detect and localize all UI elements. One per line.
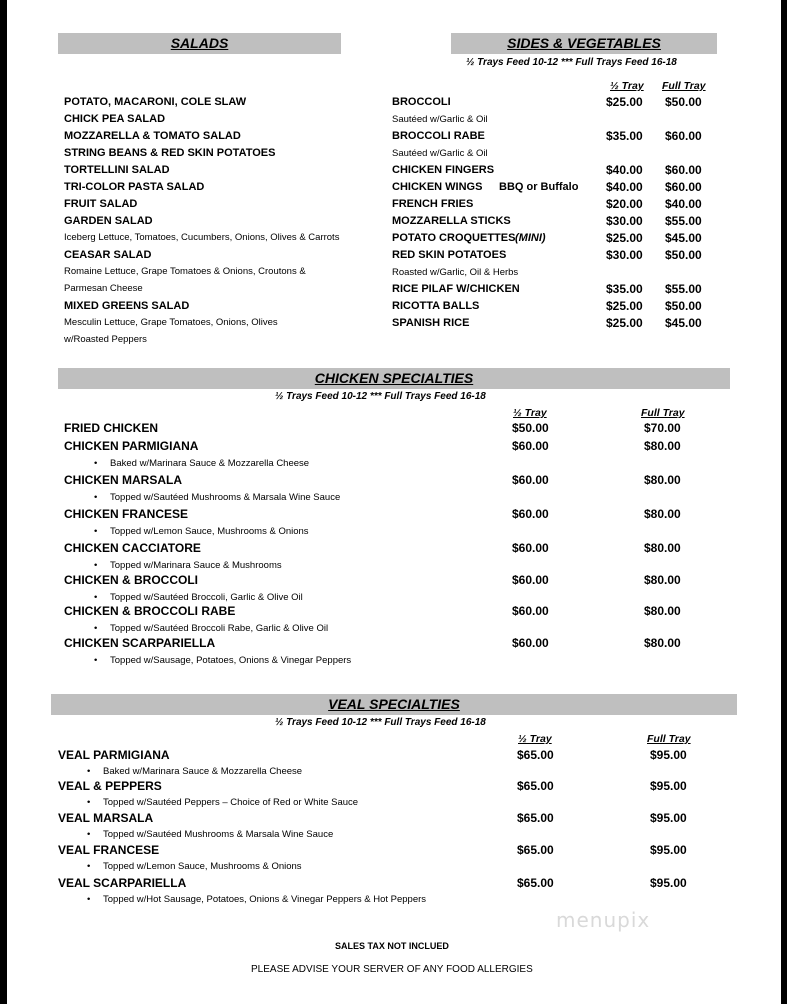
side-item-name: SPANISH RICE bbox=[392, 317, 470, 329]
left-border bbox=[0, 0, 7, 1004]
sides-header: SIDES & VEGETABLES bbox=[451, 33, 717, 54]
sides-subtitle: ½ Trays Feed 10-12 *** Full Trays Feed 16-18 bbox=[466, 57, 677, 68]
veal-item-description: • Topped w/Sautéed Peppers – Choice of Red or White Sauce bbox=[103, 797, 358, 808]
sides-half-tray-label: ½ Tray bbox=[610, 80, 644, 92]
veal-item-description: • Topped w/Hot Sausage, Potatoes, Onions & Vinegar Peppers & Hot Peppers bbox=[103, 894, 426, 905]
sales-tax-note: SALES TAX NOT INCLUED bbox=[335, 941, 449, 951]
side-item-note: (MINI) bbox=[515, 232, 546, 244]
veal-item-description: • Baked w/Marinara Sauce & Mozzarella Cheese bbox=[103, 766, 302, 777]
side-full-price: $55.00 bbox=[665, 214, 702, 228]
side-full-price: $55.00 bbox=[665, 282, 702, 296]
chicken-item-description: • Topped w/Marinara Sauce & Mushrooms bbox=[110, 560, 282, 571]
chicken-item-name: CHICKEN CACCIATORE bbox=[64, 541, 201, 555]
chicken-item-name: CHICKEN FRANCESE bbox=[64, 507, 189, 521]
side-full-price: $40.00 bbox=[665, 197, 702, 211]
sides-full-tray-label: Full Tray bbox=[662, 80, 706, 92]
chicken-item-name: FRIED CHICKEN bbox=[64, 421, 159, 435]
side-item-description: Sautéed w/Garlic & Oil bbox=[392, 114, 488, 125]
veal-full-price: $95.00 bbox=[650, 779, 687, 793]
salad-item-name: STRING BEANS & RED SKIN POTATOES bbox=[64, 147, 276, 159]
chicken-full-price: $80.00 bbox=[644, 507, 681, 521]
chicken-item-description: • Topped w/Sautéed Broccoli Rabe, Garlic & Olive Oil bbox=[110, 623, 328, 634]
side-full-price: $45.00 bbox=[665, 316, 702, 330]
side-item-note: BBQ or Buffalo bbox=[499, 181, 579, 193]
chicken-full-price: $80.00 bbox=[644, 573, 681, 587]
side-item-name: BROCCOLI RABE bbox=[392, 130, 485, 142]
salad-item-description: w/Roasted Peppers bbox=[64, 334, 147, 345]
veal-full-price: $95.00 bbox=[650, 811, 687, 825]
side-half-price: $20.00 bbox=[606, 197, 643, 211]
side-item-name: BROCCOLI bbox=[392, 96, 451, 108]
chicken-half-price: $60.00 bbox=[512, 473, 549, 487]
side-half-price: $35.00 bbox=[606, 282, 643, 296]
veal-header: VEAL SPECIALTIES bbox=[51, 694, 737, 715]
salad-item-name: CHICK PEA SALAD bbox=[64, 113, 166, 125]
side-full-price: $60.00 bbox=[665, 180, 702, 194]
chicken-full-price: $80.00 bbox=[644, 636, 681, 650]
side-item-name: CHICKEN FINGERS bbox=[392, 164, 495, 176]
side-item-name: CHICKEN WINGS bbox=[392, 181, 483, 193]
side-half-price: $30.00 bbox=[606, 214, 643, 228]
chicken-full-price: $80.00 bbox=[644, 604, 681, 618]
salad-item-description: Mesculin Lettuce, Grape Tomatoes, Onions, Olives bbox=[64, 317, 278, 328]
chicken-full-price: $80.00 bbox=[644, 473, 681, 487]
chicken-item-name: CHICKEN & BROCCOLI RABE bbox=[64, 604, 236, 618]
side-item-name: MOZZARELLA STICKS bbox=[392, 215, 511, 227]
veal-item-name: VEAL & PEPPERS bbox=[58, 779, 162, 793]
chicken-item-description: • Topped w/Sautéed Mushrooms & Marsala Wine Sauce bbox=[110, 492, 340, 503]
side-half-price: $35.00 bbox=[606, 129, 643, 143]
chicken-half-price: $50.00 bbox=[512, 421, 549, 435]
veal-full-price: $95.00 bbox=[650, 843, 687, 857]
chicken-item-name: CHICKEN MARSALA bbox=[64, 473, 182, 487]
veal-subtitle: ½ Trays Feed 10-12 *** Full Trays Feed 16-18 bbox=[275, 717, 486, 728]
salad-item-name: MOZZARELLA & TOMATO SALAD bbox=[64, 130, 241, 142]
chicken-full-price: $70.00 bbox=[644, 421, 681, 435]
side-item-description: Roasted w/Garlic, Oil & Herbs bbox=[392, 267, 519, 278]
veal-item-name: VEAL PARMIGIANA bbox=[58, 748, 170, 762]
chicken-subtitle: ½ Trays Feed 10-12 *** Full Trays Feed 16-18 bbox=[275, 391, 486, 402]
chicken-half-tray-label: ½ Tray bbox=[513, 407, 547, 419]
veal-half-price: $65.00 bbox=[517, 876, 554, 890]
chicken-header: CHICKEN SPECIALTIES bbox=[58, 368, 730, 389]
side-half-price: $25.00 bbox=[606, 95, 643, 109]
chicken-half-price: $60.00 bbox=[512, 636, 549, 650]
side-half-price: $30.00 bbox=[606, 248, 643, 262]
veal-item-description: • Topped w/Lemon Sauce, Mushrooms & Onions bbox=[103, 861, 302, 872]
side-half-price: $25.00 bbox=[606, 299, 643, 313]
side-item-name: POTATO CROQUETTES bbox=[392, 232, 516, 244]
veal-full-tray-label: Full Tray bbox=[647, 733, 691, 745]
side-item-name: RICOTTA BALLS bbox=[392, 300, 480, 312]
salad-item-name: TORTELLINI SALAD bbox=[64, 164, 170, 176]
chicken-full-price: $80.00 bbox=[644, 439, 681, 453]
chicken-half-price: $60.00 bbox=[512, 604, 549, 618]
salad-item-description: Romaine Lettuce, Grape Tomatoes & Onions, Croutons & bbox=[64, 266, 306, 277]
veal-full-price: $95.00 bbox=[650, 876, 687, 890]
salad-item-description: Iceberg Lettuce, Tomatoes, Cucumbers, Onions, Olives & Carrots bbox=[64, 232, 340, 243]
chicken-item-name: CHICKEN PARMIGIANA bbox=[64, 439, 199, 453]
veal-item-name: VEAL MARSALA bbox=[58, 811, 154, 825]
chicken-half-price: $60.00 bbox=[512, 439, 549, 453]
side-full-price: $50.00 bbox=[665, 248, 702, 262]
chicken-item-description: • Baked w/Marinara Sauce & Mozzarella Cheese bbox=[110, 458, 309, 469]
veal-half-price: $65.00 bbox=[517, 779, 554, 793]
side-item-description: Sautéed w/Garlic & Oil bbox=[392, 148, 488, 159]
salad-item-description: Parmesan Cheese bbox=[64, 283, 143, 294]
side-half-price: $40.00 bbox=[606, 180, 643, 194]
chicken-item-description: • Topped w/Sautéed Broccoli, Garlic & Olive Oil bbox=[110, 592, 303, 603]
chicken-item-description: • Topped w/Lemon Sauce, Mushrooms & Onions bbox=[110, 526, 309, 537]
salad-item-name: FRUIT SALAD bbox=[64, 198, 138, 210]
salads-header: SALADS bbox=[58, 33, 341, 54]
veal-half-tray-label: ½ Tray bbox=[518, 733, 552, 745]
allergy-note: PLEASE ADVISE YOUR SERVER OF ANY FOOD ALLERGIES bbox=[251, 964, 533, 975]
side-half-price: $40.00 bbox=[606, 163, 643, 177]
chicken-item-description: • Topped w/Sausage, Potatoes, Onions & Vinegar Peppers bbox=[110, 655, 351, 666]
chicken-full-tray-label: Full Tray bbox=[641, 407, 685, 419]
right-border bbox=[781, 0, 787, 1004]
chicken-half-price: $60.00 bbox=[512, 507, 549, 521]
chicken-full-price: $80.00 bbox=[644, 541, 681, 555]
salad-item-name: CEASAR SALAD bbox=[64, 249, 152, 261]
salad-item-name: GARDEN SALAD bbox=[64, 215, 153, 227]
side-half-price: $25.00 bbox=[606, 231, 643, 245]
chicken-half-price: $60.00 bbox=[512, 541, 549, 555]
side-item-name: RICE PILAF W/CHICKEN bbox=[392, 283, 520, 295]
chicken-half-price: $60.00 bbox=[512, 573, 549, 587]
veal-item-description: • Topped w/Sautéed Mushrooms & Marsala Wine Sauce bbox=[103, 829, 333, 840]
veal-full-price: $95.00 bbox=[650, 748, 687, 762]
veal-half-price: $65.00 bbox=[517, 843, 554, 857]
menupix-watermark: menupix bbox=[556, 908, 651, 932]
veal-item-name: VEAL SCARPARIELLA bbox=[58, 876, 187, 890]
veal-item-name: VEAL FRANCESE bbox=[58, 843, 160, 857]
chicken-item-name: CHICKEN SCARPARIELLA bbox=[64, 636, 216, 650]
salad-item-name: TRI-COLOR PASTA SALAD bbox=[64, 181, 205, 193]
side-full-price: $60.00 bbox=[665, 129, 702, 143]
side-full-price: $50.00 bbox=[665, 95, 702, 109]
side-item-name: FRENCH FRIES bbox=[392, 198, 474, 210]
side-full-price: $60.00 bbox=[665, 163, 702, 177]
side-item-name: RED SKIN POTATOES bbox=[392, 249, 507, 261]
salad-item-name: MIXED GREENS SALAD bbox=[64, 300, 190, 312]
side-full-price: $45.00 bbox=[665, 231, 702, 245]
veal-half-price: $65.00 bbox=[517, 748, 554, 762]
veal-half-price: $65.00 bbox=[517, 811, 554, 825]
chicken-item-name: CHICKEN & BROCCOLI bbox=[64, 573, 198, 587]
salad-item-name: POTATO, MACARONI, COLE SLAW bbox=[64, 96, 247, 108]
side-half-price: $25.00 bbox=[606, 316, 643, 330]
side-full-price: $50.00 bbox=[665, 299, 702, 313]
